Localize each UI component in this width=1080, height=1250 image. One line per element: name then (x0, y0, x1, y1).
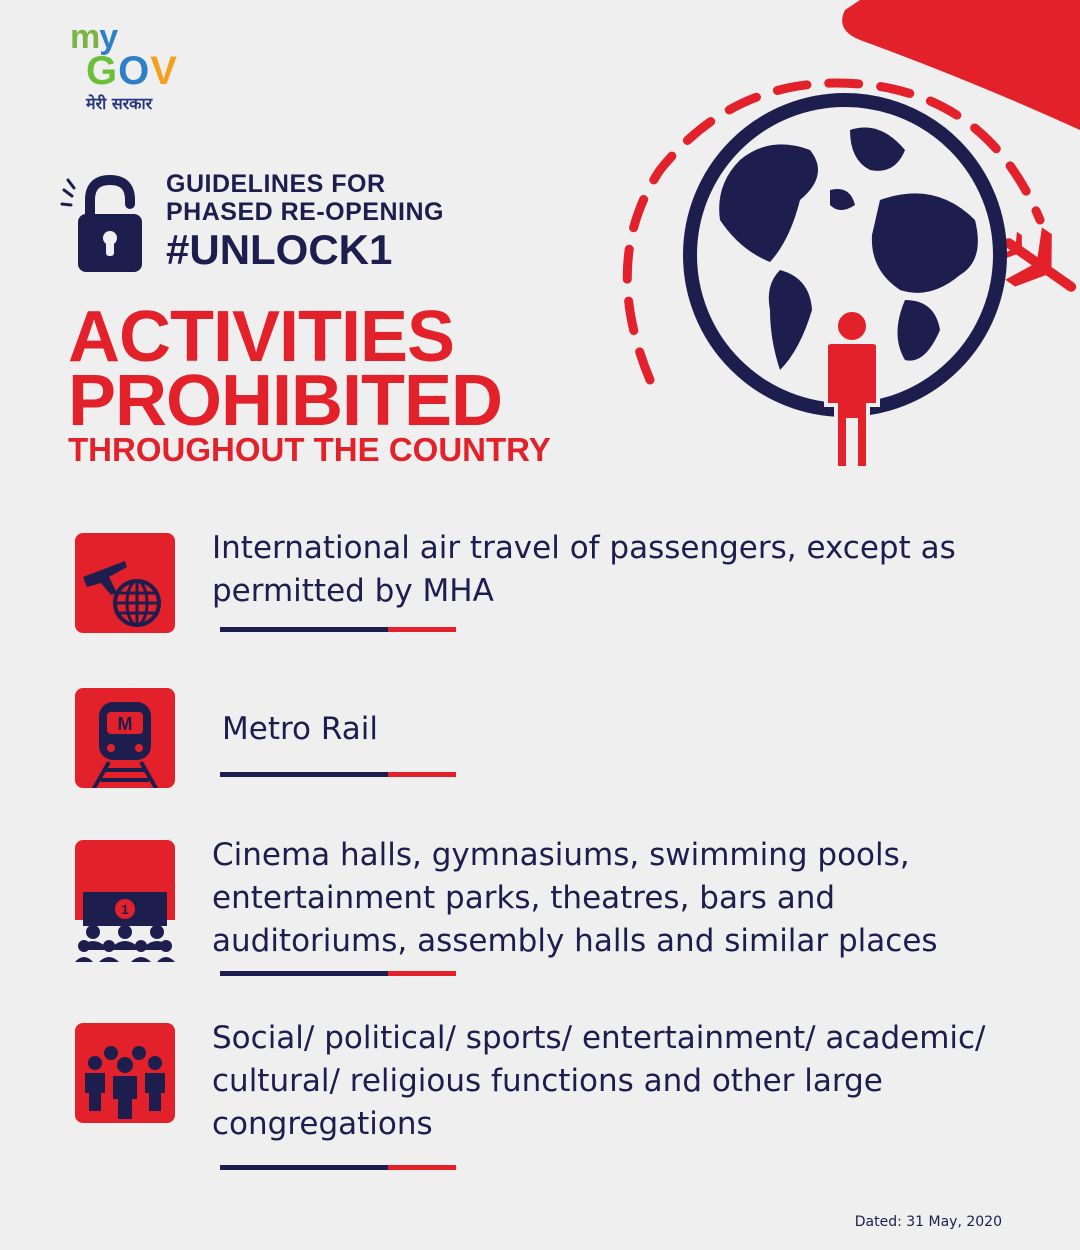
divider (220, 971, 456, 976)
logo-my: my (70, 18, 118, 56)
unlock-padlock-icon (60, 168, 160, 278)
divider (220, 627, 456, 632)
globe-traveller-illustration (615, 70, 1080, 480)
item-text: Cinema halls, gymnasiums, swimming pools, entertainment parks, theatres, bars and auditoriums, assembly halls and similar places (212, 837, 938, 959)
metro-train-icon (75, 688, 175, 788)
unlock-hashtag: #UNLOCK1 (166, 226, 393, 273)
logo-gov: GOV (86, 49, 178, 93)
dated-label: Dated: 31 May, 2020 (854, 1214, 1002, 1230)
crowd-icon (75, 1023, 175, 1123)
item-text: Social/ political/ sports/ entertainment/ academic/ cultural/ religious functions and other large congregations (212, 1020, 986, 1142)
cinema-screen-icon (75, 840, 175, 920)
logo-tagline: मेरी सरकार (86, 94, 153, 113)
audience-icon (75, 924, 175, 966)
mygov-logo (70, 18, 190, 114)
page-title: ACTIVITIES PROHIBITED (68, 297, 503, 441)
item-text: International air travel of passengers, except as permitted by MHA (212, 530, 956, 609)
divider (220, 772, 456, 777)
airplane-globe-icon (75, 533, 175, 633)
svg-text:M: M (117, 714, 133, 734)
page-subtitle: THROUGHOUT THE COUNTRY (68, 431, 551, 468)
item-text: Metro Rail (222, 711, 378, 747)
guidelines-heading: GUIDELINES FOR PHASED RE-OPENING (166, 170, 444, 226)
screen-number: 1 (121, 902, 129, 917)
divider (220, 1165, 456, 1170)
